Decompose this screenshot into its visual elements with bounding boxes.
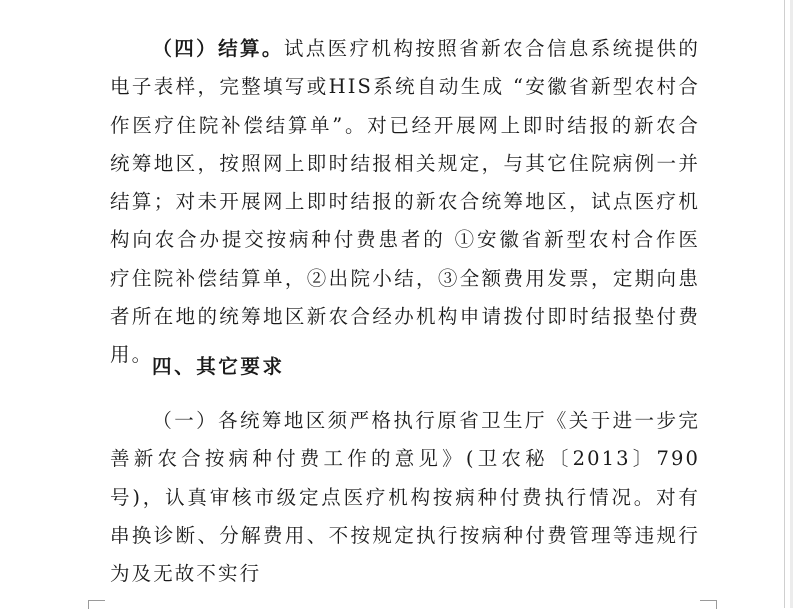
- paragraph-lead-heading: （四）结算。: [152, 37, 284, 60]
- paragraph-body: （一）各统筹地区须严格执行原省卫生厅《关于进一步完善新农合按病种付费工作的意见》(卫农秘〔2013〕790号)，认真审核市级定点医疗机构按病种付费执行情况。对有串换诊断、分解费用、不按规定执行按病种付费管理等违规行为及无故不实行: [110, 409, 700, 586]
- paragraph-body: 试点医疗机构按照省新农合信息系统提供的电子表样，完整填写或HIS系统自动生成 “安徽省新型农村合作医疗住院补偿结算单”。对已经开展网上即时结报的新农合统筹地区，按照网上即时结报相关规定，与其它住院病例一并结算；对未开展网上即时结报的新农合统筹地区，试点医疗机构向农合办提交按病种付费患者的 ①安徽省新型农村合作医疗住院补偿结算单，②出院小结，③全额费用发票，定期向患者所在地的统筹地区新农合经办机构申请拨付即时结报垫付费用。: [110, 37, 700, 367]
- page-edge-line: [784, 0, 785, 608]
- section-heading: 四、其它要求: [152, 355, 285, 378]
- paragraph-other-requirements: [110, 402, 700, 593]
- paragraph-settlement: [110, 30, 700, 375]
